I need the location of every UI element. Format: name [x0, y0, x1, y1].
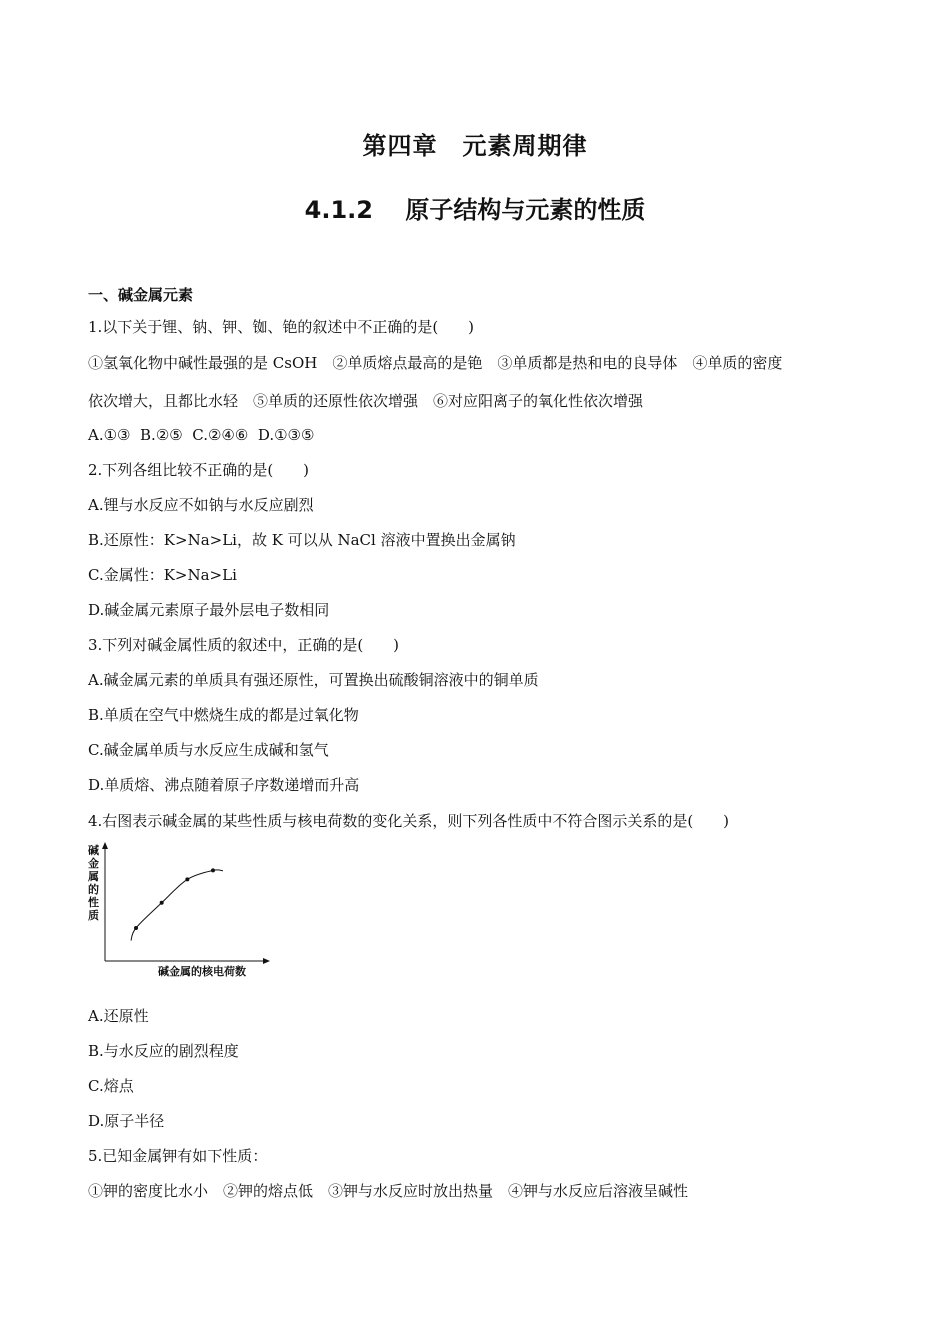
x-axis-label: 碱金属的核电荷数 [158, 965, 246, 978]
q2-option-c: C.金属性：K>Na>Li [88, 566, 237, 584]
q4-option-b: B.与水反应的剧烈程度 [88, 1042, 239, 1060]
series-line [131, 870, 223, 941]
data-point [160, 901, 164, 905]
y-label-char: 属 [88, 870, 99, 883]
q4-option-a: A.还原性 [88, 1007, 149, 1025]
q3-option-a: A.碱金属元素的单质具有强还原性，可置换出硫酸铜溶液中的铜单质 [88, 671, 539, 689]
y-label-char: 碱 [88, 844, 99, 857]
y-label-char: 性 [88, 896, 99, 909]
q4-stem: 4.右图表示碱金属的某些性质与核电荷数的变化关系，则下列各性质中不符合图示关系的是( ) [88, 812, 730, 830]
data-point [134, 926, 138, 930]
q3-stem: 3.下列对碱金属性质的叙述中，正确的是( ) [88, 636, 400, 654]
q1-line1: ①氢氧化物中碱性最强的是 CsOH ②单质熔点最高的是铯 ③单质都是热和电的良导体 ④单质的密度 [88, 354, 783, 372]
q3-option-c: C.碱金属单质与水反应生成碱和氢气 [88, 741, 329, 759]
x-axis-arrow [263, 958, 270, 964]
y-label-char: 的 [88, 883, 99, 896]
y-axis-arrow [102, 842, 108, 849]
y-label-char: 金 [88, 857, 99, 870]
chapter-title: 第四章 元素周期律 [362, 132, 588, 160]
section-heading: 一、碱金属元素 [88, 286, 194, 304]
q5-line1: ①钾的密度比水小 ②钾的熔点低 ③钾与水反应时放出热量 ④钾与水反应后溶液呈碱性 [88, 1182, 689, 1200]
y-axis-label [88, 843, 100, 922]
q1-options: A.①③ B.②⑤ C.②④⑥ D.①③⑤ [88, 426, 315, 444]
section-title: 4.1.2 原子结构与元素的性质 [304, 196, 646, 224]
q1-line2: 依次增大，且都比水轻 ⑤单质的还原性依次增强 ⑥对应阳离子的氧化性依次增强 [88, 392, 644, 410]
data-point [211, 868, 215, 872]
q2-option-b: B.还原性：K>Na>Li，故 K 可以从 NaCl 溶液中置换出金属钠 [88, 531, 516, 549]
q2-stem: 2.下列各组比较不正确的是( ) [88, 461, 310, 479]
q4-option-d: D.原子半径 [88, 1112, 165, 1130]
data-point [185, 877, 189, 881]
q2-option-a: A.锂与水反应不如钠与水反应剧烈 [88, 496, 314, 514]
y-label-char: 质 [88, 909, 99, 922]
q3-option-d: D.单质熔、沸点随着原子序数递增而升高 [88, 776, 360, 794]
q3-option-b: B.单质在空气中燃烧生成的都是过氧化物 [88, 706, 359, 724]
q1-stem: 1.以下关于锂、钠、钾、铷、铯的叙述中不正确的是( ) [88, 318, 475, 336]
q5-stem: 5.已知金属钾有如下性质： [88, 1147, 268, 1165]
q4-option-c: C.熔点 [88, 1077, 134, 1095]
q2-option-d: D.碱金属元素原子最外层电子数相同 [88, 601, 330, 619]
property-chart [88, 840, 278, 982]
